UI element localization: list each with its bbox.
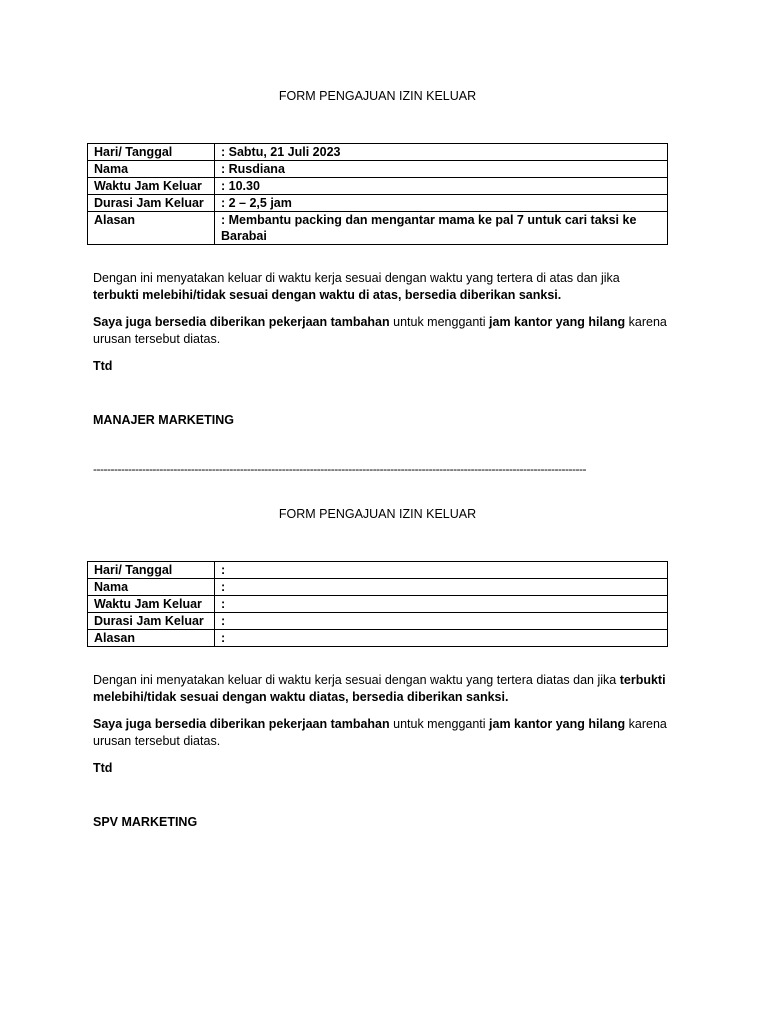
row-value: : Membantu packing dan mengantar mama ke pal 7 untuk cari taksi ke Barabai [215,212,668,245]
commitment-text-2: karena urusan tersebut diatas. [93,717,667,748]
table-row [88,630,668,647]
commitment-bold-2: jam kantor yang hilang [489,717,626,731]
table-row [88,195,668,212]
row-label: Durasi Jam Keluar [88,195,215,212]
statement-bold-text: terbukti melebihi/tidak sesuai dengan waktu diatas, bersedia diberikan sanksi. [93,673,666,704]
form-1 [87,88,668,429]
row-label: Hari/ Tanggal [88,562,215,579]
ttd-label: Ttd [93,761,113,775]
row-label: Nama [88,579,215,596]
form-title: FORM PENGAJUAN IZIN KELUAR [278,507,477,521]
row-value: : [215,596,668,613]
row-value: : 10.30 [215,178,668,195]
info-table [87,561,668,647]
commitment-bold-2: jam kantor yang hilang [489,315,626,329]
statement-paragraph [87,672,668,706]
commitment-paragraph [87,716,668,750]
table-row [88,579,668,596]
table-row [88,212,668,245]
commitment-text-1: untuk mengganti [389,717,490,731]
cut-line-separator: --------------------------------------------------------------------------------------------------------------------------------------------- [93,462,586,476]
row-label: Alasan [88,212,215,245]
row-value: : [215,630,668,647]
form-title: FORM PENGAJUAN IZIN KELUAR [278,89,477,103]
row-label: Nama [88,161,215,178]
row-label: Hari/ Tanggal [88,144,215,161]
table-row [88,613,668,630]
signer-title: SPV MARKETING [93,815,198,829]
commitment-bold-1: Saya juga bersedia diberikan pekerjaan tambahan [93,717,390,731]
info-table [87,143,668,245]
statement-bold-text: terbukti melebihi/tidak sesuai dengan waktu di atas, bersedia diberikan sanksi. [93,288,562,302]
table-row [88,161,668,178]
table-row [88,144,668,161]
row-label: Waktu Jam Keluar [88,178,215,195]
row-label: Durasi Jam Keluar [88,613,215,630]
form-2 [87,506,668,831]
commitment-text-2: karena urusan tersebut diatas. [93,315,667,346]
statement-text: Dengan ini menyatakan keluar di waktu kerja sesuai dengan waktu yang tertera di atas dan jika [93,271,620,285]
table-row [88,178,668,195]
row-value: : 2 – 2,5 jam [215,195,668,212]
commitment-text-1: untuk mengganti [389,315,490,329]
row-value: : Rusdiana [215,161,668,178]
row-value: : Sabtu, 21 Juli 2023 [215,144,668,161]
row-value: : [215,613,668,630]
row-label: Alasan [88,630,215,647]
signer-title: MANAJER MARKETING [93,413,234,427]
row-value: : [215,562,668,579]
row-value: : [215,579,668,596]
commitment-bold-1: Saya juga bersedia diberikan pekerjaan tambahan [93,315,390,329]
row-label: Waktu Jam Keluar [88,596,215,613]
statement-text: Dengan ini menyatakan keluar di waktu kerja sesuai dengan waktu yang tertera diatas dan jika [93,673,617,687]
table-row [88,596,668,613]
statement-paragraph [87,270,668,304]
ttd-label: Ttd [93,359,113,373]
table-row [88,562,668,579]
commitment-paragraph [87,314,668,348]
